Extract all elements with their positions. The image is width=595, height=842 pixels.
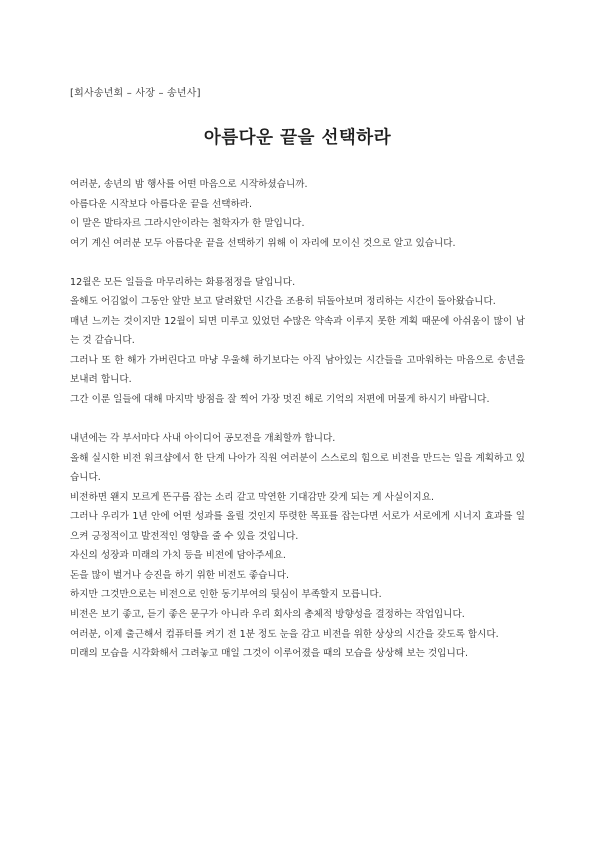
paragraph-3 bbox=[70, 429, 525, 664]
paragraph-spacer bbox=[70, 410, 525, 430]
sentence: 자신의 성장과 미래의 가치 등을 비전에 담아주세요. bbox=[70, 550, 286, 562]
speech-body bbox=[70, 175, 525, 664]
document-category-tag: [회사송년회 – 사장 – 송년사] bbox=[70, 88, 201, 99]
sentence: 비전은 보기 좋고, 듣기 좋은 문구가 아니라 우리 회사의 총체적 방향성을 결정하는 작업입니다. bbox=[70, 609, 465, 621]
paragraph-spacer bbox=[70, 253, 525, 273]
sentence: 여기 계신 여러분 모두 아름다운 끝을 선택하기 위해 이 자리에 모이신 것으로 알고 있습니다. bbox=[70, 237, 456, 249]
sentence: 하지만 그것만으로는 비전으로 인한 동기부여의 뒷심이 부족할지 모릅니다. bbox=[70, 589, 382, 601]
paragraph-2 bbox=[70, 273, 525, 410]
sentence: 아름다운 시작보다 아름다운 끝을 선택하라. bbox=[70, 198, 253, 210]
sentence: 이 말은 발타자르 그라시안이라는 철학자가 한 말입니다. bbox=[70, 218, 305, 230]
paragraph-1 bbox=[70, 175, 525, 253]
sentence: 그러나 또 한 해가 가버린다고 마냥 우울해 하기보다는 아직 남아있는 시간들을 고마워하는 마음으로 송년을 보내려 합니다. bbox=[70, 354, 525, 386]
sentence: 여러분, 송년의 밤 행사를 어떤 마음으로 시작하셨습니까. bbox=[70, 179, 308, 190]
sentence: 여러분, 이제 출근해서 컴퓨터를 켜기 전 1분 정도 눈을 감고 비전을 위한 상상의 시간을 갖도록 합시다. bbox=[70, 628, 499, 640]
sentence: 내년에는 각 부서마다 사내 아이디어 공모전을 개최할까 합니다. bbox=[70, 433, 336, 445]
sentence: 올해도 어김없이 그동안 앞만 보고 달려왔던 시간을 조용히 뒤돌아보며 정리하는 시간이 돌아왔습니다. bbox=[70, 296, 496, 308]
sentence: 돈을 많이 벌거나 승진을 하기 위한 비전도 좋습니다. bbox=[70, 569, 290, 581]
sentence: 12월은 모든 일들을 마무리하는 화룡점정을 달입니다. bbox=[70, 276, 296, 288]
sentence: 올해 실시한 비전 워크샵에서 한 단계 나아가 직원 여러분이 스스로의 힘으로 비전을 만드는 일을 계획하고 있습니다. bbox=[70, 452, 525, 484]
sentence: 매년 느끼는 것이지만 12월이 되면 미루고 있었던 수많은 약속과 이루지 못한 계획 때문에 아쉬움이 많이 남는 것 같습니다. bbox=[70, 315, 525, 347]
sentence: 비전하면 왠지 모르게 뜬구름 잡는 소리 같고 막연한 기대감만 갖게 되는 게 사실이지요. bbox=[70, 491, 435, 503]
document-title: 아름다운 끝을 선택하라 bbox=[203, 128, 392, 148]
sentence: 그간 이룬 일들에 대해 마지막 방점을 잘 찍어 가장 멋진 해로 기억의 저편에 머물게 하시기 바랍니다. bbox=[70, 394, 490, 406]
sentence: 미래의 모습을 시각화해서 그려놓고 매일 그것이 이루어졌을 때의 모습을 상상해 보는 것입니다. bbox=[70, 648, 469, 660]
sentence: 그러나 우리가 1년 안에 어떤 성과를 올릴 것인지 뚜렷한 목표를 잡는다면 서로가 서로에게 시너지 효과를 일으켜 긍정적이고 발전적인 영향을 줄 수 있을 것입니다. bbox=[70, 511, 525, 542]
